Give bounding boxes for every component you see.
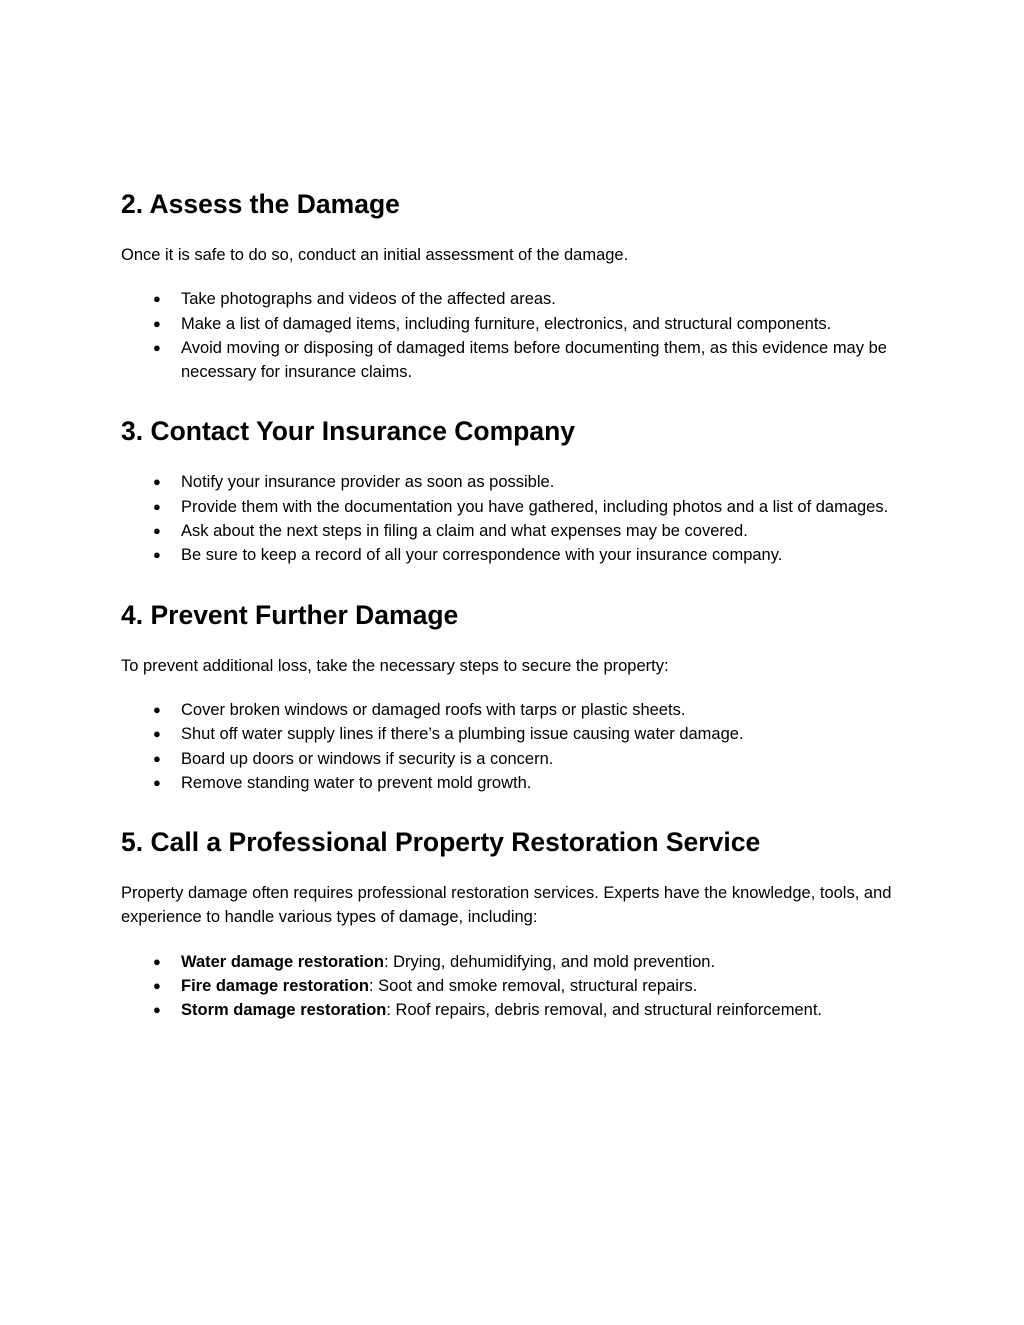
bullet-icon: ● [153,498,161,514]
list-item-term: Storm damage restoration [181,1001,387,1020]
list-item [121,974,911,998]
bullet-icon: ● [153,315,161,331]
section-heading: 5. Call a Professional Property Restoration Service [121,827,761,858]
list-item-text: : Soot and smoke removal, structural repairs. [368,977,698,996]
section-prevent-damage [121,598,911,795]
list-item [121,495,911,519]
bullet-icon: ● [153,291,161,307]
list-item-text: : Roof repairs, debris removal, and structural reinforcement. [386,1001,822,1020]
list-item-term: Water damage restoration [181,952,384,971]
bullet-icon: ● [153,701,161,717]
bullet-icon: ● [153,474,161,490]
list-item-text: Cover broken windows or damaged roofs with tarps or plastic sheets. [181,700,686,719]
list-item-text: Make a list of damaged items, including furniture, electronics, and structural components. [181,314,832,333]
bullet-list [121,470,911,567]
section-heading: 3. Contact Your Insurance Company [121,416,576,447]
list-item [121,722,911,746]
bullet-icon: ● [153,339,161,355]
list-item-text: Board up doors or windows if security is a concern. [181,749,554,768]
section-contact-insurance [121,414,911,567]
bullet-icon: ● [153,750,161,766]
list-item [121,698,911,722]
list-item [121,519,911,543]
list-item-text: Remove standing water to prevent mold growth. [181,773,532,792]
bullet-icon: ● [153,1002,161,1018]
bullet-list [121,950,911,1023]
list-item [121,543,911,567]
list-item [121,950,911,974]
list-item-text: Be sure to keep a record of all your correspondence with your insurance company. [181,546,783,565]
list-item-text: Provide them with the documentation you have gathered, including photos and a list of damages. [181,497,889,516]
bullet-icon: ● [153,523,161,539]
bullet-icon: ● [153,978,161,994]
list-item [121,771,911,795]
section-assess-damage [121,187,911,384]
section-heading: 2. Assess the Damage [121,189,400,219]
bullet-list [121,287,911,384]
bullet-list [121,698,911,795]
list-item [121,336,911,385]
list-item [121,312,911,336]
section-intro: Once it is safe to do so, conduct an initial assessment of the damage. [121,246,629,264]
bullet-icon: ● [153,547,161,563]
list-item-text: Ask about the next steps in filing a claim and what expenses may be covered. [181,522,748,541]
list-item-text: Shut off water supply lines if there’s a plumbing issue causing water damage. [181,725,744,744]
section-heading: 4. Prevent Further Damage [121,599,459,630]
list-item-term: Fire damage restoration [181,977,369,996]
list-item-text: Take photographs and videos of the affected areas. [181,290,556,309]
list-item-text: Avoid moving or disposing of damaged items before documenting them, as this evidence may be necessary for insurance claims. [181,338,887,382]
list-item [121,287,911,311]
section-restoration-service [121,825,911,1022]
list-item [121,747,911,771]
bullet-icon: ● [153,726,161,742]
bullet-icon: ● [153,953,161,969]
section-intro: To prevent additional loss, take the necessary steps to secure the property: [121,656,669,675]
list-item-text: : Drying, dehumidifying, and mold prevention. [383,952,716,971]
list-item-text: Notify your insurance provider as soon as possible. [181,473,555,492]
list-item [121,998,911,1022]
bullet-icon: ● [153,774,161,790]
list-item [121,470,911,494]
section-intro: Property damage often requires professional restoration services. Experts have the knowledge, tools, and experience to handle various types of damage, including: [121,884,892,927]
document-page [121,187,911,1053]
